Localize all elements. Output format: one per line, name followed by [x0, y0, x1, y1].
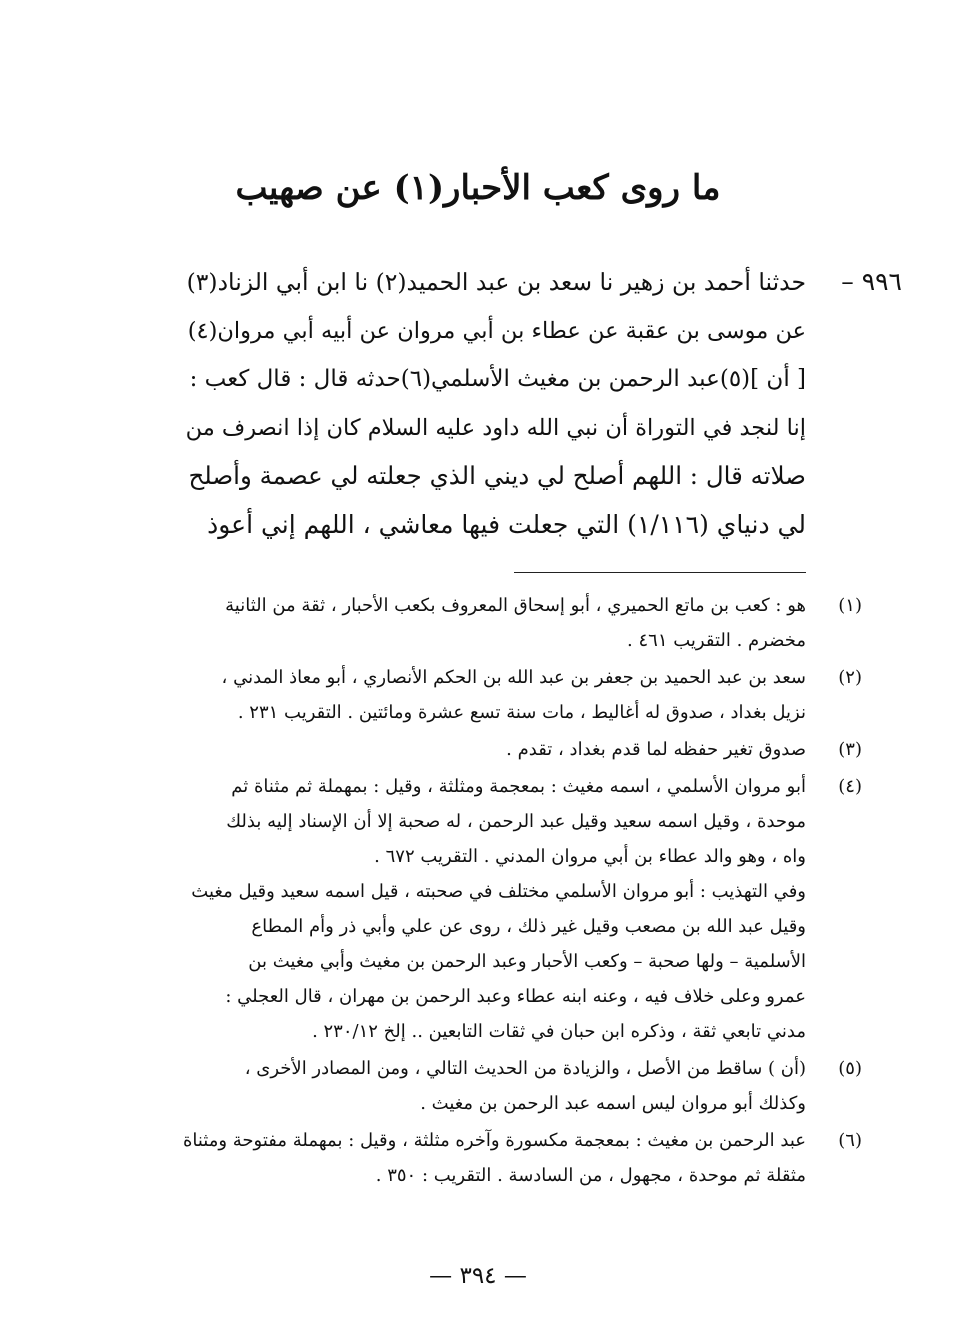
- hadith-line: إنا لنجد في التوراة أن نبي الله داود عليه السلام كان إذا انصرف من: [185, 414, 806, 441]
- footnote-number: (٥): [838, 1058, 862, 1079]
- footnote-line: مخضرم . التقريب ٤٦١ .: [627, 630, 806, 651]
- footnote-line: نزيل بغداد ، صدوق له أغاليط ، مات سنة تسع عشرة ومائتين . التقريب ٢٣١ .: [237, 702, 806, 723]
- footnote-number: (٤): [838, 776, 862, 797]
- footnote-line: وقيل عبد الله بن مصعب وقيل غير ذلك ، روى عن علي وأبي ذر وأم المطاع: [251, 916, 806, 937]
- footnote-line: الأسلمية – ولها صحبة – وكعب الأحبار وعبد الرحمن بن مغيث وأبي مغيث بن: [248, 951, 806, 972]
- footnote-5: [112, 1051, 862, 1121]
- footnote-1: [112, 588, 862, 658]
- footnote-number: (٦): [838, 1130, 862, 1151]
- footnote-2: [112, 660, 862, 730]
- footnotes: [112, 588, 862, 1195]
- footnote-line: واه ، وهو والد عطاء بن أبي مروان المدني . التقريب ٦٧٢ .: [374, 846, 806, 867]
- footnote-line: أبو مروان الأسلمي ، اسمه مغيث : بمعجمة ومثلثة ، وقيل : بمهملة ثم مثناة ثم: [231, 776, 806, 797]
- footnote-number: (٢): [838, 667, 862, 688]
- section-heading: ما روى كعب الأحبار(١) عن صهيب: [235, 168, 721, 208]
- hadith-number: ٩٩٦ –: [841, 267, 902, 296]
- footnote-line: عمرو وعلى خلاف فيه ، وعنه ابنه عطاء وعبد الرحمن بن مهران ، قال العجلي :: [225, 986, 806, 1007]
- footnote-separator: [514, 572, 806, 573]
- footnote-line: هو : كعب بن ماتع الحميري ، أبو إسحاق المعروف بكعب الأحبار ، ثقة من الثانية: [225, 595, 806, 616]
- footnote-line: عبد الرحمن بن مغيث : بمعجمة مكسورة وآخره مثلثة ، وقيل : بمهملة مفتوحة ومثناة: [182, 1130, 806, 1151]
- footnote-line: موحدة ، وقيل اسمه سعيد وقيل عبد الرحمن ، له صحبة إلا أن الإسناد إليه بذلك: [226, 811, 806, 832]
- page-number: — ٣٩٤ —: [429, 1263, 527, 1289]
- footnote-line: سعد بن عبد الحميد بن جعفر بن عبد الله بن الحكم الأنصاري ، أبو معاذ المدني ،: [221, 667, 806, 688]
- hadith-text: [185, 258, 902, 549]
- hadith-line: لي دنياي (١/١١٦) التي جعلت فيها معاشي ، اللهم إني أعوذ: [207, 509, 806, 539]
- footnote-3: [112, 732, 862, 767]
- footnote-line: وفي التهذيب : أبو مروان الأسلمي مختلف في صحبته ، قيل اسمه سعيد وقيل مغيث: [191, 881, 806, 902]
- footnote-line: وكذلك أبو مروان ليس اسمه عبد الرحمن بن مغيث .: [420, 1093, 806, 1114]
- footnote-line: مدني تابعي ثقة ، وذكره ابن حبان في ثقات التابعين .. إلخ ٢٣٠/١٢ .: [312, 1021, 806, 1042]
- hadith-line: [ أن ](٥)عبد الرحمن بن مغيث الأسلمي(٦)حدثه قال : قال كعب :: [189, 366, 806, 392]
- footnote-line: (أن ) ساقط من الأصل ، والزيادة من الحديث التالي ، ومن المصادر الأخرى ،: [244, 1058, 806, 1079]
- hadith-line: حدثنا أحمد بن زهير نا سعد بن عبد الحميد(٢) نا ابن أبي الزناد(٣): [186, 268, 806, 296]
- hadith-line: صلاته قال : اللهم أصلح لي ديني الذي جعلته لي عصمة وأصلح: [188, 461, 806, 490]
- footnote-number: (٣): [838, 739, 862, 760]
- footnote-line: صدوق تغير حفظه لما قدم بغداد ، تقدم .: [506, 739, 806, 760]
- footnote-6: [112, 1123, 862, 1193]
- footnote-line: مثقلة ثم موحدة ، مجهول ، من السادسة . التقريب : ٣٥٠ .: [375, 1165, 806, 1186]
- footnote-number: (١): [838, 595, 862, 616]
- hadith-line: عن موسى بن عقبة عن عطاء بن أبي مروان عن أبيه أبي مروان(٤): [187, 317, 806, 344]
- footnote-4: [112, 769, 862, 1049]
